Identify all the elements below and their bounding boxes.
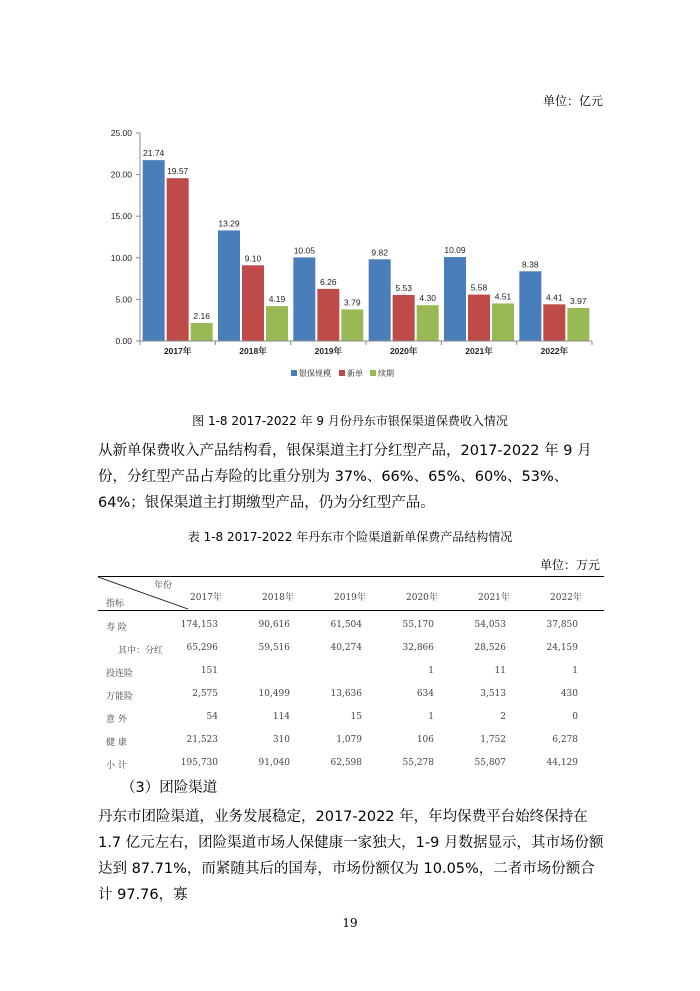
legend-swatch xyxy=(370,370,376,376)
table-cell: 55,170 xyxy=(402,620,434,630)
table-header-rule xyxy=(98,610,604,611)
x-tick-label: 2020年 xyxy=(389,346,418,356)
data-label: 4.30 xyxy=(419,293,436,304)
data-label: 13.29 xyxy=(218,218,240,229)
table-cell: 634 xyxy=(416,689,434,699)
table-year-header: 2017年 xyxy=(190,593,222,603)
bar-银保规模 xyxy=(143,160,165,341)
table-cell: 65,296 xyxy=(186,643,218,653)
table-cell: 37,850 xyxy=(546,620,578,630)
table-cell: 11 xyxy=(494,666,506,676)
data-label: 9.82 xyxy=(371,247,388,258)
table-cell: 10,499 xyxy=(258,689,290,699)
y-tick-label: 15.00 xyxy=(110,211,132,222)
data-label: 5.53 xyxy=(395,282,412,293)
data-label: 2.16 xyxy=(193,311,210,322)
legend-swatch xyxy=(339,370,345,376)
table-cell: 114 xyxy=(272,712,290,722)
table-cell: 1 xyxy=(572,666,578,676)
data-label: 8.38 xyxy=(522,259,539,270)
legend-label: 续期 xyxy=(378,369,394,378)
table-cell: 32,866 xyxy=(402,643,434,653)
x-tick-label: 2021年 xyxy=(465,346,493,356)
bar-续期 xyxy=(567,308,589,341)
data-label: 19.57 xyxy=(167,166,189,177)
table-cell: 54 xyxy=(206,712,218,722)
y-tick-label: 0.00 xyxy=(115,336,132,346)
table-cell: 62,598 xyxy=(330,758,362,768)
bar-银保规模 xyxy=(218,230,240,341)
table-cell: 1,079 xyxy=(336,735,362,745)
table-cell: 310 xyxy=(272,735,290,745)
table-cell: 21,523 xyxy=(186,735,218,745)
bar-续期 xyxy=(492,303,514,341)
table-cell: 2 xyxy=(500,712,506,722)
table-unit-label: 单位：万元 xyxy=(540,558,601,572)
bar-chart xyxy=(100,118,610,403)
legend-label: 银保规模 xyxy=(299,369,331,378)
table-cell: 44,129 xyxy=(546,758,578,768)
section-heading: （3）团险渠道 xyxy=(121,780,218,796)
table-cell: 0 xyxy=(572,712,578,722)
table-cell: 3,513 xyxy=(480,689,506,699)
data-label: 4.19 xyxy=(268,294,286,305)
y-tick-label: 10.00 xyxy=(110,252,132,263)
data-label: 21.74 xyxy=(143,148,165,159)
data-label: 3.79 xyxy=(344,297,361,308)
paragraph-group-insurance: 丹东市团险渠道，业务发展稳定，2017-2022 年，年均保费平台始终保持在 1.7 亿元左右，团险渠道市场人保健康一家独大，1-9 月数据显示，其市场份额达到 87.71%，而紧随其后的国寿，市场份额仅为 10.05%，二者市场份额合计 97.76，寡 xyxy=(98,809,604,903)
y-axis xyxy=(111,128,140,346)
bar-新单 xyxy=(242,265,264,341)
chart-unit-label: 单位：亿元 xyxy=(543,94,604,108)
table-cell: 1 xyxy=(428,712,434,722)
bar-银保规模 xyxy=(293,257,315,341)
table-cell: 1 xyxy=(428,666,434,676)
x-tick-label: 2017年 xyxy=(163,346,192,356)
table-cell: 1,752 xyxy=(480,735,506,745)
data-label: 5.58 xyxy=(470,282,488,293)
table-row-label: 其中：分红 xyxy=(118,646,164,656)
chart-legend xyxy=(291,368,394,378)
table-cell: 40,274 xyxy=(330,643,362,653)
table-cell: 106 xyxy=(416,735,434,745)
data-label: 10.05 xyxy=(293,245,315,256)
table-row-label: 健 康 xyxy=(106,738,127,748)
bar-续期 xyxy=(266,306,288,341)
x-tick-label: 2022年 xyxy=(540,346,569,356)
table-row-label: 小 计 xyxy=(106,761,127,771)
data-label: 10.09 xyxy=(444,245,466,256)
table-cell: 430 xyxy=(560,689,578,699)
table-cell: 6,278 xyxy=(552,735,578,745)
bar-续期 xyxy=(341,309,363,341)
data-label: 3.97 xyxy=(570,295,587,306)
table-corner-indicator: 指标 xyxy=(106,599,125,609)
table-row-label: 寿 险 xyxy=(106,623,127,633)
table-corner-year: 年份 xyxy=(154,581,173,591)
bar-新单 xyxy=(317,289,339,341)
table-year-header: 2019年 xyxy=(334,593,366,603)
y-tick-label: 20.00 xyxy=(110,169,132,180)
bar-续期 xyxy=(191,323,213,341)
legend-swatch xyxy=(291,370,297,376)
table-cell: 151 xyxy=(200,666,218,676)
table-year-header: 2020年 xyxy=(406,593,438,603)
table-cell: 59,516 xyxy=(258,643,290,653)
product-structure-table xyxy=(98,576,604,771)
table-cell: 91,040 xyxy=(258,758,290,768)
table-row-label: 投连险 xyxy=(106,669,134,679)
legend-label: 新单 xyxy=(347,369,363,378)
paragraph-structure: 从新单保费收入产品结构看，银保渠道主打分红型产品，2017-2022 年 9 月份，分红型产品占寿险的比重分别为 37%、66%、65%、60%、53%、64%；银保渠道主打期缴型产品，仍为分红型产品。 xyxy=(98,443,592,511)
bar-新单 xyxy=(468,295,490,341)
table-cell: 55,807 xyxy=(474,758,506,768)
table-cell: 195,730 xyxy=(180,758,218,768)
bar-银保规模 xyxy=(369,259,391,341)
table-cell: 54,053 xyxy=(474,620,506,630)
table-row-label: 万能险 xyxy=(106,692,134,702)
bar-银保规模 xyxy=(519,271,541,341)
table-year-header: 2022年 xyxy=(550,593,582,603)
table-caption: 表 1-8 2017-2022 年丹东市个险渠道新单保费产品结构情况 xyxy=(187,530,513,544)
bar-series xyxy=(143,148,590,341)
table-cell: 2,575 xyxy=(192,689,218,699)
bar-新单 xyxy=(393,295,415,341)
table-year-header: 2018年 xyxy=(262,593,294,603)
x-tick-label: 2019年 xyxy=(314,346,343,356)
y-tick-label: 25.00 xyxy=(110,128,132,138)
y-tick-label: 5.00 xyxy=(115,294,132,305)
table-cell: 90,616 xyxy=(258,620,290,630)
x-axis xyxy=(140,341,592,356)
data-label: 6.26 xyxy=(320,276,337,287)
table-row-label: 意 外 xyxy=(106,715,127,725)
bar-续期 xyxy=(417,305,439,341)
page-number: 19 xyxy=(342,916,358,930)
bar-新单 xyxy=(543,304,565,341)
data-label: 9.10 xyxy=(244,253,262,264)
table-cell: 174,153 xyxy=(180,620,218,630)
bar-银保规模 xyxy=(444,257,466,341)
data-label: 4.41 xyxy=(546,292,563,303)
table-cell: 61,504 xyxy=(330,620,362,630)
table-cell: 13,636 xyxy=(330,689,362,699)
data-label: 4.51 xyxy=(494,291,512,302)
table-year-header: 2021年 xyxy=(478,593,510,603)
bar-新单 xyxy=(167,178,189,341)
table-cell: 28,526 xyxy=(474,643,506,653)
table-cell: 24,159 xyxy=(546,643,578,653)
figure-caption: 图 1-8 2017-2022 年 9 月份丹东市银保渠道保费收入情况 xyxy=(192,414,508,428)
x-tick-label: 2018年 xyxy=(239,346,267,356)
table-cell: 55,278 xyxy=(402,758,434,768)
table-cell: 15 xyxy=(350,712,362,722)
